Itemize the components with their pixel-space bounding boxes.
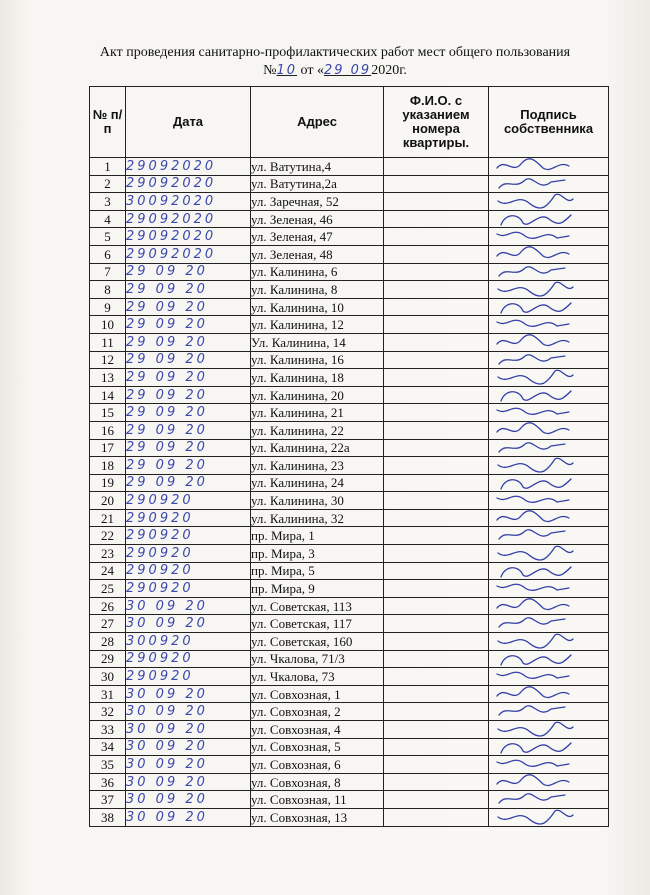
header-date: Дата bbox=[126, 87, 251, 158]
row-date-handwritten: 30 09 20 bbox=[126, 615, 251, 633]
row-fio bbox=[384, 210, 489, 228]
row-signature-cell bbox=[489, 808, 609, 826]
row-signature-cell bbox=[489, 738, 609, 756]
row-signature-cell bbox=[489, 685, 609, 703]
row-date-handwritten: 29092020 bbox=[126, 158, 251, 176]
row-date-handwritten: 29 09 20 bbox=[126, 404, 251, 422]
row-number: 17 bbox=[90, 439, 126, 457]
row-fio bbox=[384, 527, 489, 545]
row-signature-cell bbox=[489, 245, 609, 263]
row-fio bbox=[384, 228, 489, 246]
row-date-handwritten: 29 09 20 bbox=[126, 281, 251, 299]
row-number: 21 bbox=[90, 509, 126, 527]
row-number: 2 bbox=[90, 175, 126, 193]
row-number: 18 bbox=[90, 457, 126, 475]
table-row bbox=[90, 193, 609, 211]
table-row bbox=[90, 175, 609, 193]
row-fio bbox=[384, 562, 489, 580]
table-row bbox=[90, 439, 609, 457]
row-date-handwritten: 29 09 20 bbox=[126, 457, 251, 475]
row-date-handwritten: 29 09 20 bbox=[126, 369, 251, 387]
row-signature-cell bbox=[489, 703, 609, 721]
table-row bbox=[90, 703, 609, 721]
row-address: ул. Совхозная, 4 bbox=[251, 721, 384, 739]
table-row bbox=[90, 263, 609, 281]
table-row bbox=[90, 351, 609, 369]
row-address: ул. Ватутина,2а bbox=[251, 175, 384, 193]
row-number: 29 bbox=[90, 650, 126, 668]
row-address: ул. Советская, 160 bbox=[251, 633, 384, 651]
row-number: 34 bbox=[90, 738, 126, 756]
row-address: ул. Калинина, 30 bbox=[251, 492, 384, 510]
row-number: 4 bbox=[90, 210, 126, 228]
row-address: ул. Совхозная, 6 bbox=[251, 756, 384, 774]
table-row bbox=[90, 158, 609, 176]
row-address: ул. Калинина, 18 bbox=[251, 369, 384, 387]
table-row bbox=[90, 210, 609, 228]
row-fio bbox=[384, 457, 489, 475]
row-date-handwritten: 30 09 20 bbox=[126, 703, 251, 721]
row-address: ул. Совхозная, 5 bbox=[251, 738, 384, 756]
table-row bbox=[90, 721, 609, 739]
row-number: 6 bbox=[90, 245, 126, 263]
row-number: 28 bbox=[90, 633, 126, 651]
row-fio bbox=[384, 633, 489, 651]
table-row bbox=[90, 369, 609, 387]
table-row bbox=[90, 509, 609, 527]
row-address: пр. Мира, 9 bbox=[251, 580, 384, 598]
row-date-handwritten: 29092020 bbox=[126, 228, 251, 246]
row-signature-cell bbox=[489, 210, 609, 228]
row-date-handwritten: 29 09 20 bbox=[126, 421, 251, 439]
row-signature-cell bbox=[489, 791, 609, 809]
row-number: 19 bbox=[90, 474, 126, 492]
row-fio bbox=[384, 808, 489, 826]
table-row bbox=[90, 668, 609, 686]
row-address: ул. Советская, 117 bbox=[251, 615, 384, 633]
table-row bbox=[90, 685, 609, 703]
row-number: 13 bbox=[90, 369, 126, 387]
row-fio bbox=[384, 439, 489, 457]
table-header-row bbox=[90, 87, 609, 158]
row-fio bbox=[384, 298, 489, 316]
row-fio bbox=[384, 281, 489, 299]
row-date-handwritten: 29 09 20 bbox=[126, 351, 251, 369]
handwritten-act-date: 29 09 bbox=[323, 63, 372, 78]
row-date-handwritten: 30 09 20 bbox=[126, 597, 251, 615]
row-number: 24 bbox=[90, 562, 126, 580]
row-signature-cell bbox=[489, 492, 609, 510]
row-address: пр. Мира, 1 bbox=[251, 527, 384, 545]
row-fio bbox=[384, 492, 489, 510]
row-number: 15 bbox=[90, 404, 126, 422]
row-date-handwritten: 30 09 20 bbox=[126, 721, 251, 739]
header-fio: Ф.И.О. с указанием номера квартиры. bbox=[384, 87, 489, 158]
row-date-handwritten: 29092020 bbox=[126, 245, 251, 263]
row-date-handwritten: 29 09 20 bbox=[126, 439, 251, 457]
row-fio bbox=[384, 756, 489, 774]
row-date-handwritten: 29 09 20 bbox=[126, 386, 251, 404]
row-date-handwritten: 29 09 20 bbox=[126, 316, 251, 334]
row-address: ул. Калинина, 21 bbox=[251, 404, 384, 422]
table-row bbox=[90, 545, 609, 563]
row-signature-cell bbox=[489, 474, 609, 492]
row-signature-cell bbox=[489, 545, 609, 563]
row-signature-cell bbox=[489, 580, 609, 598]
row-fio bbox=[384, 545, 489, 563]
table-row bbox=[90, 633, 609, 651]
row-number: 16 bbox=[90, 421, 126, 439]
row-address: ул. Ватутина,4 bbox=[251, 158, 384, 176]
row-address: ул. Калинина, 12 bbox=[251, 316, 384, 334]
row-number: 23 bbox=[90, 545, 126, 563]
row-address: ул. Калинина, 6 bbox=[251, 263, 384, 281]
table-row bbox=[90, 492, 609, 510]
row-address: ул. Калинина, 10 bbox=[251, 298, 384, 316]
row-fio bbox=[384, 351, 489, 369]
row-signature-cell bbox=[489, 193, 609, 211]
row-address: ул. Чкалова, 71/3 bbox=[251, 650, 384, 668]
row-date-handwritten: 290920 bbox=[126, 580, 251, 598]
row-fio bbox=[384, 175, 489, 193]
row-date-handwritten: 290920 bbox=[126, 527, 251, 545]
row-signature-cell bbox=[489, 756, 609, 774]
row-signature-cell bbox=[489, 457, 609, 475]
row-signature-cell bbox=[489, 773, 609, 791]
table-row bbox=[90, 298, 609, 316]
row-number: 35 bbox=[90, 756, 126, 774]
handwritten-act-number: 10 bbox=[276, 63, 298, 78]
row-signature-cell bbox=[489, 439, 609, 457]
row-signature-cell bbox=[489, 316, 609, 334]
table-row bbox=[90, 386, 609, 404]
row-date-handwritten: 30092020 bbox=[126, 193, 251, 211]
row-date-handwritten: 29 09 20 bbox=[126, 298, 251, 316]
row-number: 22 bbox=[90, 527, 126, 545]
row-date-handwritten: 30 09 20 bbox=[126, 808, 251, 826]
row-address: ул. Калинина, 24 bbox=[251, 474, 384, 492]
row-date-handwritten: 290920 bbox=[126, 650, 251, 668]
row-fio bbox=[384, 791, 489, 809]
row-signature-cell bbox=[489, 158, 609, 176]
row-signature-cell bbox=[489, 263, 609, 281]
table-row bbox=[90, 773, 609, 791]
row-signature-cell bbox=[489, 509, 609, 527]
row-number: 20 bbox=[90, 492, 126, 510]
row-date-handwritten: 30 09 20 bbox=[126, 756, 251, 774]
row-date-handwritten: 290920 bbox=[126, 545, 251, 563]
row-signature-cell bbox=[489, 175, 609, 193]
row-signature-cell bbox=[489, 650, 609, 668]
row-number: 9 bbox=[90, 298, 126, 316]
table-row bbox=[90, 228, 609, 246]
row-address: ул. Зеленая, 48 bbox=[251, 245, 384, 263]
row-address: пр. Мира, 5 bbox=[251, 562, 384, 580]
row-signature-cell bbox=[489, 615, 609, 633]
row-address: ул. Совхозная, 11 bbox=[251, 791, 384, 809]
row-date-handwritten: 29092020 bbox=[126, 210, 251, 228]
records-table bbox=[89, 86, 609, 827]
row-address: ул. Калинина, 16 bbox=[251, 351, 384, 369]
table-row bbox=[90, 808, 609, 826]
row-fio bbox=[384, 316, 489, 334]
row-number: 38 bbox=[90, 808, 126, 826]
row-address: ул. Калинина, 20 bbox=[251, 386, 384, 404]
row-date-handwritten: 29 09 20 bbox=[126, 263, 251, 281]
header-signature: Подпись собственника bbox=[489, 87, 609, 158]
table-row bbox=[90, 316, 609, 334]
table-row bbox=[90, 580, 609, 598]
row-number: 26 bbox=[90, 597, 126, 615]
row-number: 8 bbox=[90, 281, 126, 299]
row-signature-cell bbox=[489, 421, 609, 439]
row-signature-cell bbox=[489, 597, 609, 615]
row-fio bbox=[384, 263, 489, 281]
header-number: № п/п bbox=[90, 87, 126, 158]
row-fio bbox=[384, 369, 489, 387]
row-number: 12 bbox=[90, 351, 126, 369]
row-address: ул. Чкалова, 73 bbox=[251, 668, 384, 686]
row-date-handwritten: 29 09 20 bbox=[126, 333, 251, 351]
row-fio bbox=[384, 721, 489, 739]
row-signature-cell bbox=[489, 527, 609, 545]
row-number: 31 bbox=[90, 685, 126, 703]
table-row bbox=[90, 245, 609, 263]
row-number: 14 bbox=[90, 386, 126, 404]
row-date-handwritten: 300920 bbox=[126, 633, 251, 651]
row-address: ул. Совхозная, 13 bbox=[251, 808, 384, 826]
table-row bbox=[90, 474, 609, 492]
row-fio bbox=[384, 738, 489, 756]
table-row bbox=[90, 791, 609, 809]
row-address: пр. Мира, 3 bbox=[251, 545, 384, 563]
table-row bbox=[90, 404, 609, 422]
row-address: Ул. Калинина, 14 bbox=[251, 333, 384, 351]
row-number: 7 bbox=[90, 263, 126, 281]
row-signature-cell bbox=[489, 281, 609, 299]
row-fio bbox=[384, 386, 489, 404]
row-fio bbox=[384, 421, 489, 439]
header-address: Адрес bbox=[251, 87, 384, 158]
row-fio bbox=[384, 404, 489, 422]
row-address: ул. Совхозная, 1 bbox=[251, 685, 384, 703]
table-row bbox=[90, 562, 609, 580]
table-row bbox=[90, 756, 609, 774]
table-row bbox=[90, 597, 609, 615]
row-address: ул. Калинина, 22 bbox=[251, 421, 384, 439]
row-address: ул. Заречная, 52 bbox=[251, 193, 384, 211]
table-row bbox=[90, 615, 609, 633]
row-fio bbox=[384, 245, 489, 263]
table-row bbox=[90, 527, 609, 545]
table-row bbox=[90, 421, 609, 439]
row-fio bbox=[384, 474, 489, 492]
row-date-handwritten: 290920 bbox=[126, 562, 251, 580]
row-fio bbox=[384, 703, 489, 721]
row-address: ул. Калинина, 23 bbox=[251, 457, 384, 475]
row-address: ул. Советская, 113 bbox=[251, 597, 384, 615]
row-number: 10 bbox=[90, 316, 126, 334]
row-signature-cell bbox=[489, 386, 609, 404]
row-fio bbox=[384, 158, 489, 176]
table-row bbox=[90, 457, 609, 475]
row-fio bbox=[384, 773, 489, 791]
row-date-handwritten: 290920 bbox=[126, 668, 251, 686]
row-address: ул. Совхозная, 2 bbox=[251, 703, 384, 721]
row-number: 25 bbox=[90, 580, 126, 598]
row-signature-cell bbox=[489, 298, 609, 316]
row-fio bbox=[384, 509, 489, 527]
row-fio bbox=[384, 597, 489, 615]
row-address: ул. Совхозная, 8 bbox=[251, 773, 384, 791]
row-date-handwritten: 29092020 bbox=[126, 175, 251, 193]
row-fio bbox=[384, 685, 489, 703]
row-fio bbox=[384, 333, 489, 351]
row-signature-cell bbox=[489, 633, 609, 651]
row-fio bbox=[384, 193, 489, 211]
row-fio bbox=[384, 650, 489, 668]
row-number: 11 bbox=[90, 333, 126, 351]
row-signature-cell bbox=[489, 721, 609, 739]
row-number: 3 bbox=[90, 193, 126, 211]
row-date-handwritten: 30 09 20 bbox=[126, 738, 251, 756]
row-fio bbox=[384, 580, 489, 598]
row-number: 1 bbox=[90, 158, 126, 176]
table-row bbox=[90, 738, 609, 756]
row-signature-cell bbox=[489, 668, 609, 686]
row-date-handwritten: 30 09 20 bbox=[126, 685, 251, 703]
row-date-handwritten: 30 09 20 bbox=[126, 791, 251, 809]
row-signature-cell bbox=[489, 404, 609, 422]
row-date-handwritten: 30 09 20 bbox=[126, 773, 251, 791]
table-row bbox=[90, 281, 609, 299]
row-address: ул. Калинина, 8 bbox=[251, 281, 384, 299]
row-signature-cell bbox=[489, 351, 609, 369]
handwritten-signature bbox=[495, 807, 575, 827]
document-title bbox=[40, 44, 630, 80]
table-row bbox=[90, 650, 609, 668]
row-signature-cell bbox=[489, 228, 609, 246]
row-number: 5 bbox=[90, 228, 126, 246]
row-fio bbox=[384, 615, 489, 633]
row-number: 30 bbox=[90, 668, 126, 686]
row-number: 33 bbox=[90, 721, 126, 739]
title-line-1: Акт проведения санитарно-профилактических работ мест общего пользования bbox=[99, 45, 571, 60]
row-address: ул. Зеленая, 47 bbox=[251, 228, 384, 246]
row-address: ул. Зеленая, 46 bbox=[251, 210, 384, 228]
row-signature-cell bbox=[489, 369, 609, 387]
row-number: 32 bbox=[90, 703, 126, 721]
row-signature-cell bbox=[489, 562, 609, 580]
table-body bbox=[90, 158, 609, 827]
row-fio bbox=[384, 668, 489, 686]
row-signature-cell bbox=[489, 333, 609, 351]
row-date-handwritten: 29 09 20 bbox=[126, 474, 251, 492]
row-address: ул. Калинина, 22а bbox=[251, 439, 384, 457]
row-number: 36 bbox=[90, 773, 126, 791]
row-number: 37 bbox=[90, 791, 126, 809]
row-address: ул. Калинина, 32 bbox=[251, 509, 384, 527]
row-date-handwritten: 290920 bbox=[126, 509, 251, 527]
row-number: 27 bbox=[90, 615, 126, 633]
title-line-2: №10 от «29 092020г. bbox=[263, 63, 407, 78]
table-row bbox=[90, 333, 609, 351]
row-date-handwritten: 290920 bbox=[126, 492, 251, 510]
